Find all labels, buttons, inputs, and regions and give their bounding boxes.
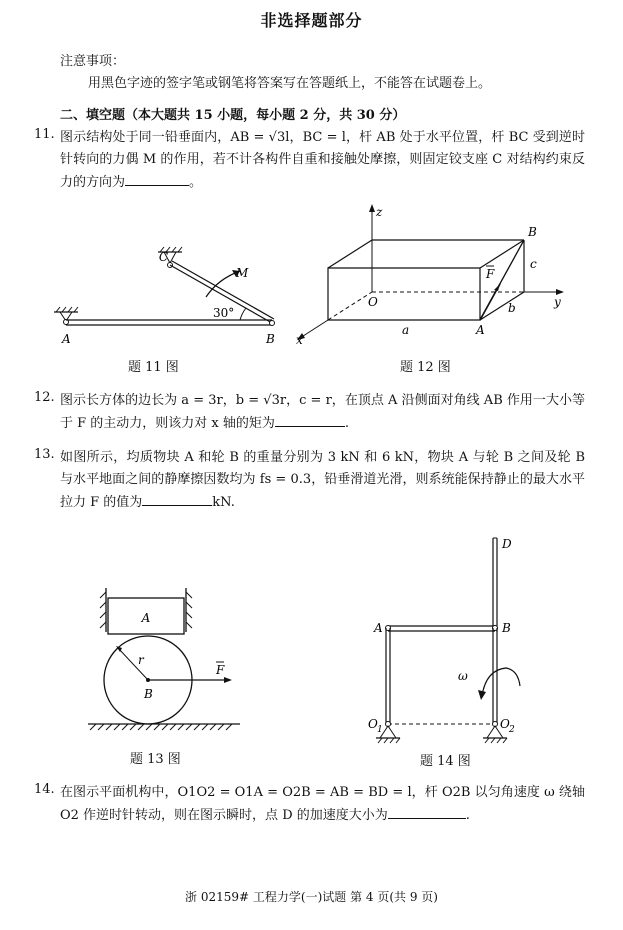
question-11-text [60,127,585,194]
fig14-label-o2-sub: 2 [509,725,515,735]
figure-12-caption: 题 12 图 [400,360,451,375]
fig12-label-x: x [296,333,303,347]
fig12-label-b-edge: b [508,301,516,315]
notes-body: 用黑色字迹的签字笔或钢笔将答案写在答题纸上，不能答在试题卷上。 [88,76,492,91]
fig12-label-a: A [476,323,485,337]
question-11-blank[interactable] [125,171,189,186]
fig12-label-o: O [368,295,378,309]
fig12-label-f: F [486,267,495,281]
fig12-label-c-edge: c [530,257,537,271]
question-11-number: 11. [34,127,55,142]
question-12-body: 图示长方体的边长为 a = 3r，b = √3r，c = r，在顶点 A 沿侧面对角线 AB 作用一大小等于 F 的主动力，则该力对 x 轴的矩为 [60,393,585,431]
figure-13 [80,588,250,748]
fig14-label-a: A [374,621,383,635]
fig14-label-o2: O [500,717,510,731]
fig14-label-b: B [502,621,511,635]
fig14-label-o1-sub: 1 [377,725,383,735]
fig11-label-angle: 30° [213,306,235,320]
fig14-label-d: D [502,537,512,551]
question-11-body: 图示结构处于同一铅垂面内，AB = √3l，BC = l，杆 AB 处于水平位置，杆 BC 受到逆时针转向的力偶 M 的作用，若不计各构件自重和接触处摩擦，则固定铰支座 C 对结构约束反力的方向为 [60,130,585,190]
question-13-text [60,447,585,514]
question-12-tail: . [344,416,350,431]
notes-heading: 注意事项： [60,54,126,69]
question-13-blank[interactable] [142,491,212,506]
fig13-label-a: A [141,611,151,625]
question-14-body: 在图示平面机构中，O1O2 = O1A = O2B = AB = BD = l，杆 O2B 以匀角速度 ω 绕轴 O2 作逆时针转动，则在图示瞬时，点 D 的加速度大小为 [60,785,585,823]
question-12-number: 12. [34,390,55,405]
section-title: 二、填空题（本大题共 15 小题，每小题 2 分，共 30 分） [60,108,406,123]
figure-12 [290,198,580,350]
fig13-label-b: B [144,687,153,701]
fig14-label-o1: O [368,717,378,731]
fig12-label-a-edge: a [402,323,410,337]
question-12-text [60,390,585,435]
figure-14-caption: 题 14 图 [420,754,471,769]
fig12-label-z: z [376,205,383,219]
fig11-label-c: C [158,250,168,264]
fig12-label-y: y [554,295,561,309]
figure-11-caption: 题 11 图 [128,360,179,375]
page-title: 非选择题部分 [260,11,363,30]
fig11-label-m: M [236,266,249,280]
fig13-label-r: r [138,653,144,667]
question-13-body: 如图所示，均质物块 A 和轮 B 的重量分别为 3 kN 和 6 kN，物块 A 与轮 B 之间及轮 B 与水平地面之间的静摩擦因数均为 fs = 0.3，铅垂滑道光滑，则系统能保持静止的最大水平拉力 F 的值为 [60,450,585,510]
question-13-tail: kN. [212,495,235,510]
fig11-label-b: B [266,332,275,346]
fig14-label-omega: ω [458,669,468,683]
page-footer: 浙 02159# 工程力学(一)试题 第 4 页(共 9 页) [185,890,438,904]
fig11-label-a: A [62,332,71,346]
support-a [54,307,78,325]
figure-13-caption: 题 13 图 [130,752,181,767]
figure-14 [360,528,550,750]
question-14-tail: . [465,808,470,823]
figure-11 [40,235,290,350]
fig12-label-b: B [528,225,537,239]
question-11-tail: 。 [189,175,203,190]
question-14-text [60,782,585,827]
question-12-blank[interactable] [275,412,345,427]
question-14-number: 14. [34,782,55,797]
question-14-blank[interactable] [388,804,466,819]
question-13-number: 13. [34,447,55,462]
fig13-label-f: F [216,663,225,677]
